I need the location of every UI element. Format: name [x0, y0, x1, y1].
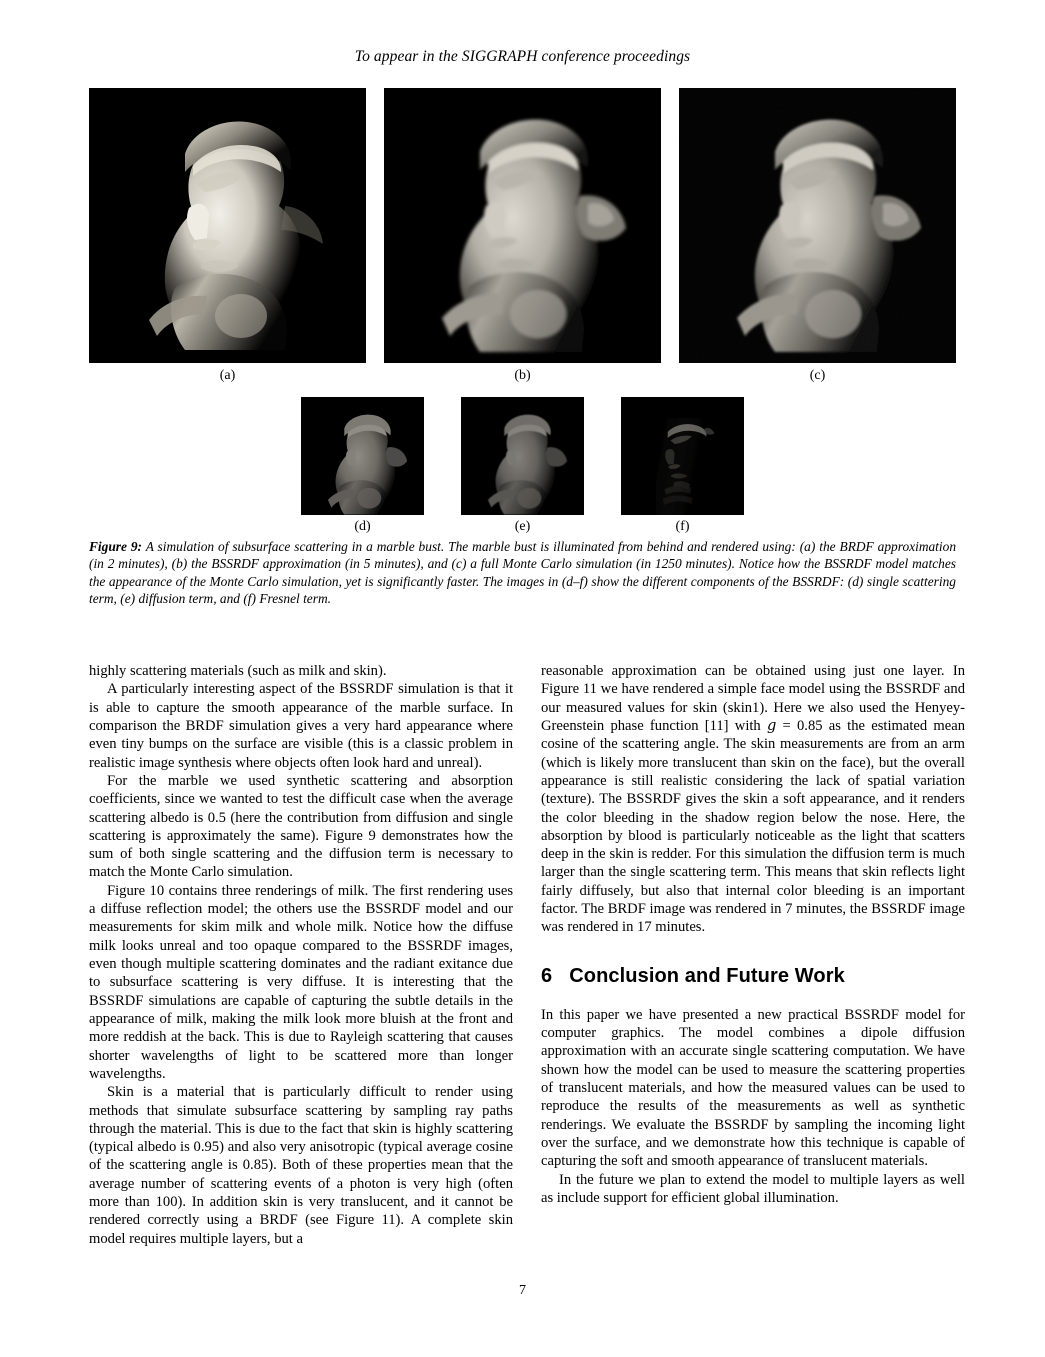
- figure-sublabel-a: (a): [219, 368, 236, 383]
- paragraph-milk-renderings: Figure 10 contains three renderings of milk. The first rendering uses a diffuse reflection model; the others use the BSSRDF model and our measurements for skim milk and whole milk. Notice how the diffuse milk looks unreal and too opaque compared to the BSSRDF images, even though multiple scattering dominates and the radiant exitance due to subsurface scattering is very diffuse. It is interesting that the BSSRDF simulations are capable of capturing the subtle details in the appearance of milk, making the milk look more bluish at the front and more reddish at the back. This is due to Rayleigh scattering that causes shorter wavelengths of light to be scattered more than longer wavelengths.: [89, 882, 513, 1082]
- section-heading-conclusion: [541, 964, 965, 989]
- figure-row-bottom: [89, 397, 956, 534]
- paragraph-text-before-math: reasonable approximation can be obtained using just one layer. In Figure 11 we have rendered a simple face model using the BSSRDF and our measured values for skin (skin1). Here we also used the Henyey-Greenstein phase function [11] with: [541, 663, 965, 734]
- paragraph-text-after-math: as the estimated mean cosine of the scattering angle. The skin measurements are from an arm (which is likely more translucent than skin on the face), but the overall appearance is still realistic considering the lack of spatial variation (texture). The BSSRDF gives the skin a soft appearance, and it renders the color bleeding in the shadow region below the nose. Here, the absorption by blood is particularly noticeable as the light that scatters deep in the skin is redder. For this simulation the diffusion term is much larger than the single scattering term. This means that skin reflects light fairly diffusely, but also that internal color bleeding is an important factor. The BRDF image was rendered in 7 minutes, the BSSRDF image was rendered in 17 minutes.: [541, 717, 965, 936]
- paragraph-future-work: In the future we plan to extend the model to multiple layers as well as include support for efficient global illumination.: [541, 1171, 965, 1206]
- paragraph-skin-material: Skin is a material that is particularly difficult to render using methods that simulate subsurface scattering by sampling ray paths through the material. This is due to the fact that skin is highly scattering (typical albedo is 0.95) and also very anisotropic (typical average cosine of the scattering angle is 0.85). Both of these properties mean that the average number of scattering events of a photon is very high (often more than 100). In addition skin is very translucent, and it cannot be rendered correctly using a BRDF (see Figure 11). A complete skin model requires multiple layers, but a: [89, 1084, 513, 1247]
- figure-panel-b: [384, 88, 661, 383]
- figure-sublabel-f: (f): [675, 519, 690, 534]
- figure-row-top: [89, 88, 956, 383]
- figure-panel-d: [301, 397, 424, 534]
- bssrdf-approximation-render: [384, 88, 661, 363]
- paragraph-conclusion-summary: In this paper we have presented a new practical BSSRDF model for computer graphics. The model combines a dipole diffusion approximation with an accurate single scattering computation. We have shown how the model can be used to measure the scattering properties of translucent materials, and how the measured values can be used to reproduce the results of the measurements as well as synthetic renderings. We evaluate the BSSRDF by sampling the incoming light over the surface, and we demonstrate how this technique is capable of capturing the soft and smooth appearance of translucent materials.: [541, 1006, 965, 1170]
- figure-sublabel-d: (d): [354, 519, 371, 534]
- figure-9: [89, 88, 956, 534]
- paragraph-continuation: highly scattering materials (such as milk and skin).: [89, 663, 387, 679]
- single-scattering-term-render: [301, 397, 424, 515]
- figure-panel-e: [461, 397, 584, 534]
- figure-caption-number: Figure 9:: [89, 539, 143, 554]
- math-variable-g: g: [766, 716, 777, 734]
- marble-bust-fresnel-image: [621, 397, 744, 515]
- body-column-right: [541, 662, 965, 1207]
- running-head: To appear in the SIGGRAPH conference proceedings: [354, 48, 691, 65]
- paragraph-bssrdf-marble: A particularly interesting aspect of the BSSRDF simulation is that it is able to capture the smooth appearance of the marble surface. In comparison the BRDF simulation gives a very hard appearance where even tiny bumps on the surface are visible (this is a classic problem in realistic image synthesis where objects often look hard and unreal).: [89, 681, 513, 771]
- figure-caption: [89, 538, 956, 608]
- figure-sublabel-c: (c): [809, 368, 826, 383]
- figure-panel-c: [679, 88, 956, 383]
- math-value: = 0.85: [776, 717, 823, 734]
- body-column-left: [89, 662, 513, 1248]
- marble-bust-brdf-image: [89, 88, 366, 363]
- figure-sublabel-b: (b): [514, 368, 531, 383]
- section-title: Conclusion and Future Work: [569, 964, 845, 987]
- brdf-approximation-render: [89, 88, 366, 363]
- figure-panel-f: [621, 397, 744, 534]
- paragraph-skin-approximation: [541, 662, 965, 937]
- marble-bust-bssrdf-image: [384, 88, 661, 363]
- fresnel-term-render: [621, 397, 744, 515]
- marble-bust-diffusion-image: [461, 397, 584, 515]
- figure-sublabel-e: (e): [514, 519, 531, 534]
- marble-bust-montecarlo-image: [679, 88, 956, 363]
- page-number: 7: [519, 1283, 526, 1298]
- section-number: 6: [541, 964, 553, 987]
- paragraph-marble-coefficients: For the marble we used synthetic scattering and absorption coefficients, since we wanted to test the difficult case when the average scattering albedo is 0.5 (here the contribution from diffusion and single scattering is approximately the same). Figure 9 demonstrates how the sum of both single scattering and the diffusion term is necessary to match the Monte Carlo simulation.: [89, 772, 513, 881]
- figure-caption-text: A simulation of subsurface scattering in a marble bust. The marble bust is illuminated from behind and rendered using: (a) the BRDF approximation (in 2 minutes), (b) the BSSRDF approximation (in 5 minutes), and (c) a full Monte Carlo simulation (in 1250 minutes). Notice how the BSSRDF model matches the appearance of the Monte Carlo simulation, yet is significantly faster. The images in (d–f) show the different components of the BSSRDF: (d) single scattering term, (e) diffusion term, and (f) Fresnel term.: [89, 539, 957, 607]
- figure-panel-a: [89, 88, 366, 383]
- diffusion-term-render: [461, 397, 584, 515]
- marble-bust-single-scattering-image: [301, 397, 424, 515]
- monte-carlo-render: [679, 88, 956, 363]
